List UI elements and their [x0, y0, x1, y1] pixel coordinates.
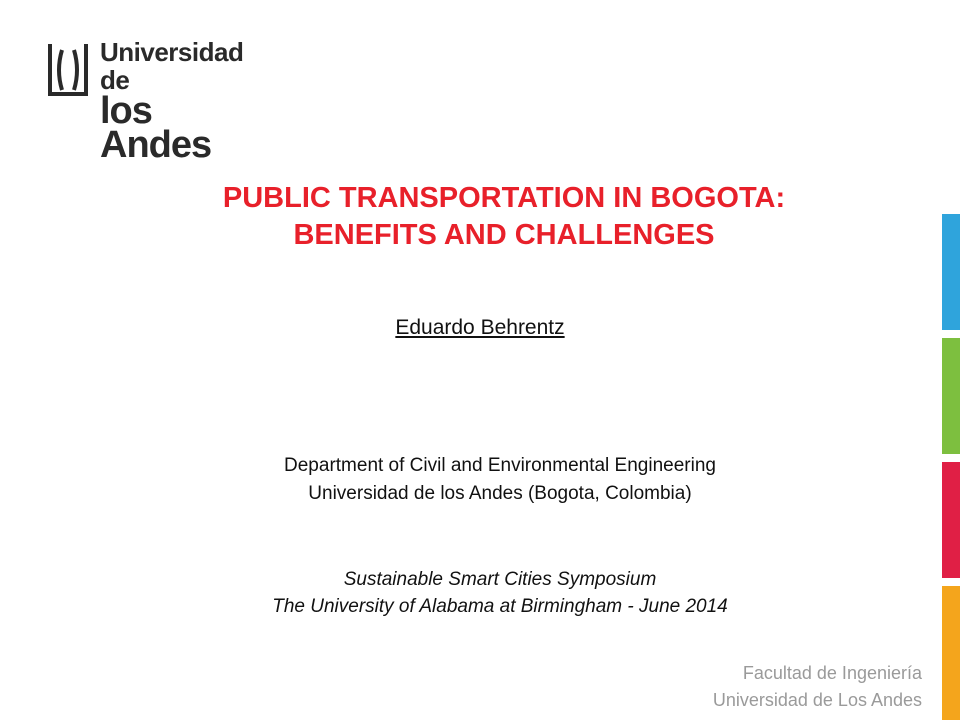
footer-institution — [713, 660, 922, 714]
event-line-2: The University of Alabama at Birmingham - June 2014 — [272, 596, 728, 617]
footer-line-1: Facultad de Ingeniería — [742, 663, 922, 683]
logo-line-1: Universidad de — [100, 37, 244, 95]
accent-bar-orange — [942, 586, 960, 720]
footer-line-2: Universidad de Los Andes — [712, 690, 922, 710]
department-block — [0, 452, 960, 508]
department-line-2: Universidad de los Andes (Bogota, Colombia) — [308, 483, 692, 504]
accent-bar-blue — [942, 214, 960, 330]
accent-bar-red — [942, 462, 960, 578]
slide-title — [100, 180, 908, 254]
title-line-2: BENEFITS AND CHALLENGES — [293, 219, 715, 251]
logo-line-2: los Andes — [100, 90, 212, 166]
university-seal-icon — [44, 40, 92, 98]
author-link: Eduardo Behrentz — [395, 316, 565, 339]
university-logo — [44, 37, 244, 166]
accent-bar-green — [942, 338, 960, 454]
event-line-1: Sustainable Smart Cities Symposium — [343, 569, 657, 590]
department-line-1: Department of Civil and Environmental Engineering — [284, 455, 716, 476]
author-name — [0, 316, 960, 340]
title-line-1: PUBLIC TRANSPORTATION IN BOGOTA: — [222, 182, 786, 214]
event-block — [0, 566, 960, 620]
